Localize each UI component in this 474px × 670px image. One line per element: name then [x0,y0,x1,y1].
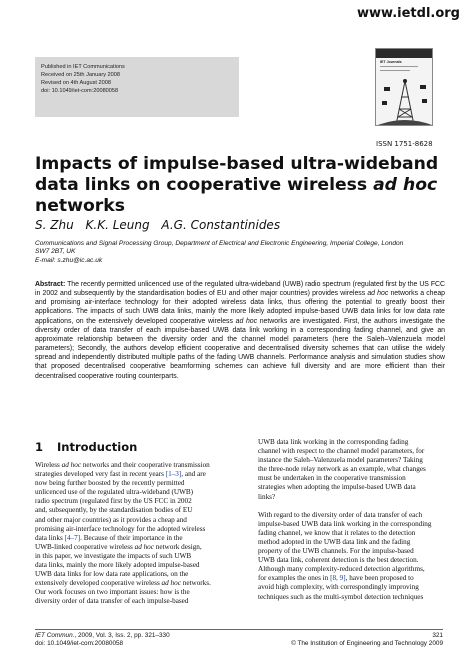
body-line: avoid high complexity, with correspondingly improving [258,583,419,592]
doi: doi: 10.1049/iet-com:20080058 [41,88,119,94]
title-text: Impacts of impulse-based ultra-wideband data links on cooperative wireless [35,154,439,195]
body-line: method adopted in the UWB data link and the fading [258,537,411,546]
issn: ISSN 1751-8628 [376,140,433,148]
body-line: techniques such as the multi-symbol detection techniques [258,592,424,601]
footer-volume: , 2009, Vol. 3, Iss. 2, pp. 321–330 [74,632,170,639]
body-line: extensively developed cooperative wireless ad hoc networks. [35,579,211,588]
body-line: radio spectrum (regulated first by the US FCC in 2002 [35,497,192,506]
copyright: © The Institution of Engineering and Technology 2009 [291,640,443,648]
body-line: for examples the ones in [8, 9], have been proposed to [258,574,414,583]
revised-date: Revised on 4th August 2008 [41,80,111,86]
body-line: property of the UWB channels. For the impulse-based [258,547,414,556]
author: K.K. Leung [85,218,150,232]
body-line: fading channel, we know that it relates to the detection [258,528,416,537]
body-line: data links [4–7]. Because of their importance in the [35,533,183,542]
affiliation-line: Communications and Signal Processing Group, Department of Electrical and Electronic Engineering, Imperial College, London [35,240,404,247]
author-list [35,218,288,232]
body-line: now being further boosted by the recently permitted [35,479,185,488]
body-line: UWB-linked cooperative wireless ad hoc network design, [35,542,202,551]
author: A.G. Constantinides [161,218,281,232]
body-paragraph [258,438,458,502]
section-number: 1 [35,440,44,454]
body-paragraph [258,511,458,602]
footer-right [291,632,443,649]
abstract [35,280,445,381]
body-line: With regard to the diversity order of data transfer of each [258,510,423,519]
abstract-text: The recently permitted unlicenced use of the regulated ultra-wideband (UWB) radio spectrum (regulated first by the US FCC in 2002 and subsequently by the standardisation bodies of EU and other major countries) provides wireless ad hoc networks a cheap and promising air-interface technology for their adopted wireless data links, thus offering the potential to greatly boost their applications. The impacts of such UWB data links, mainly the more likely adopted impulse-based UWB data links for low data rate applications, on the extensively developed cooperative wireless ad hoc networks are investigated. First, the authors investigate the diversity order of data transfer of each impulse-based UWB data link working in a corresponding fading channel, and give an approximate relationship between the diversity order and the channel model parameters (here the Saleh–Valenzuela model parameters); Secondly, the authors develop efficient cooperative and decentralised diversity schemes that can utilise the widely spread and independently distributed multiple paths of the fading UWB channels. Performance analysis and simulation studies show that proposed decentralised cooperative beamforming schemes can achieve full diversity and are more efficient than their decentralised cooperative routing counterparts. [35,281,445,380]
section-heading [35,440,137,454]
body-line: instance the Saleh–Valenzuela model parameters? Taking [258,456,423,465]
body-line: and other major countries) as it provides a cheap and [35,515,187,524]
affiliation [35,240,445,265]
paper-title [35,154,455,217]
publication-info-box [35,57,239,117]
journal-url[interactable]: www.ietdl.org [357,6,460,21]
cover-band [376,49,432,58]
body-line: channel with respect to the channel model parameters, for [258,447,425,456]
abstract-label: Abstract: [35,281,66,288]
author: S. Zhu [35,218,74,232]
footer-divider [35,629,443,630]
title-text-end: networks [35,196,125,216]
antenna-tower-icon [376,77,434,127]
section-title: Introduction [57,440,138,454]
published-in: Published in IET Communications [41,64,125,70]
footer-doi: doi: 10.1049/iet-com:20080058 [35,640,124,648]
body-line: promising air-interface technology for the adopted wireless [35,524,206,533]
body-line: strategies when adopting the impulse-based UWB data [258,483,416,492]
cover-journal-title: IET Journals [380,60,402,64]
body-line: diversity order of data transfer of each impulse-based [35,597,189,606]
body-column-left [35,461,235,607]
body-column-right [258,438,458,602]
body-line: the three-node relay network as an example, what changes [258,465,426,474]
journal-cover-thumbnail [375,48,433,126]
body-line: impulse-based UWB data link working in the corresponding [258,519,432,528]
body-line: Our work focuses on two important issues: how is the [35,588,190,597]
body-line: must be undertaken in the cooperative transmission [258,474,406,483]
body-line: and, subsequently, by the standardisation bodies of EU [35,506,193,515]
body-line: data links, mainly the more likely adopted impulse-based [35,561,200,570]
cover-line [380,70,410,71]
affiliation-line: SW7 2BT, UK [35,248,76,256]
body-line: UWB data link, coherent detection is the best detection. [258,556,419,565]
body-line: unlicenced use of the regulated ultra-wideband (UWB) [35,488,194,497]
body-line: UWB data links for low data rate applications, on the [35,570,189,579]
cover-line [380,66,418,67]
author-email[interactable]: E-mail: s.zhu@ic.ac.uk [35,256,103,264]
title-italic: ad hoc [373,175,438,195]
body-line: Although many complexity-reduced detection algorithms, [258,565,425,574]
page-number: 321 [432,632,443,639]
received-date: Received on 25th January 2008 [41,72,120,78]
body-line: UWB data link working in the corresponding fading [258,438,409,446]
body-line: strategies developed very fast in recent years [1–3], and are [35,470,206,479]
footer-citation [35,632,170,649]
body-line: in this paper, we investigate the impacts of such UWB [35,551,192,560]
body-line: links? [258,492,276,501]
body-line: Wireless ad hoc networks and their cooperative transmission [35,461,210,469]
footer-journal: IET Commun. [35,632,75,639]
